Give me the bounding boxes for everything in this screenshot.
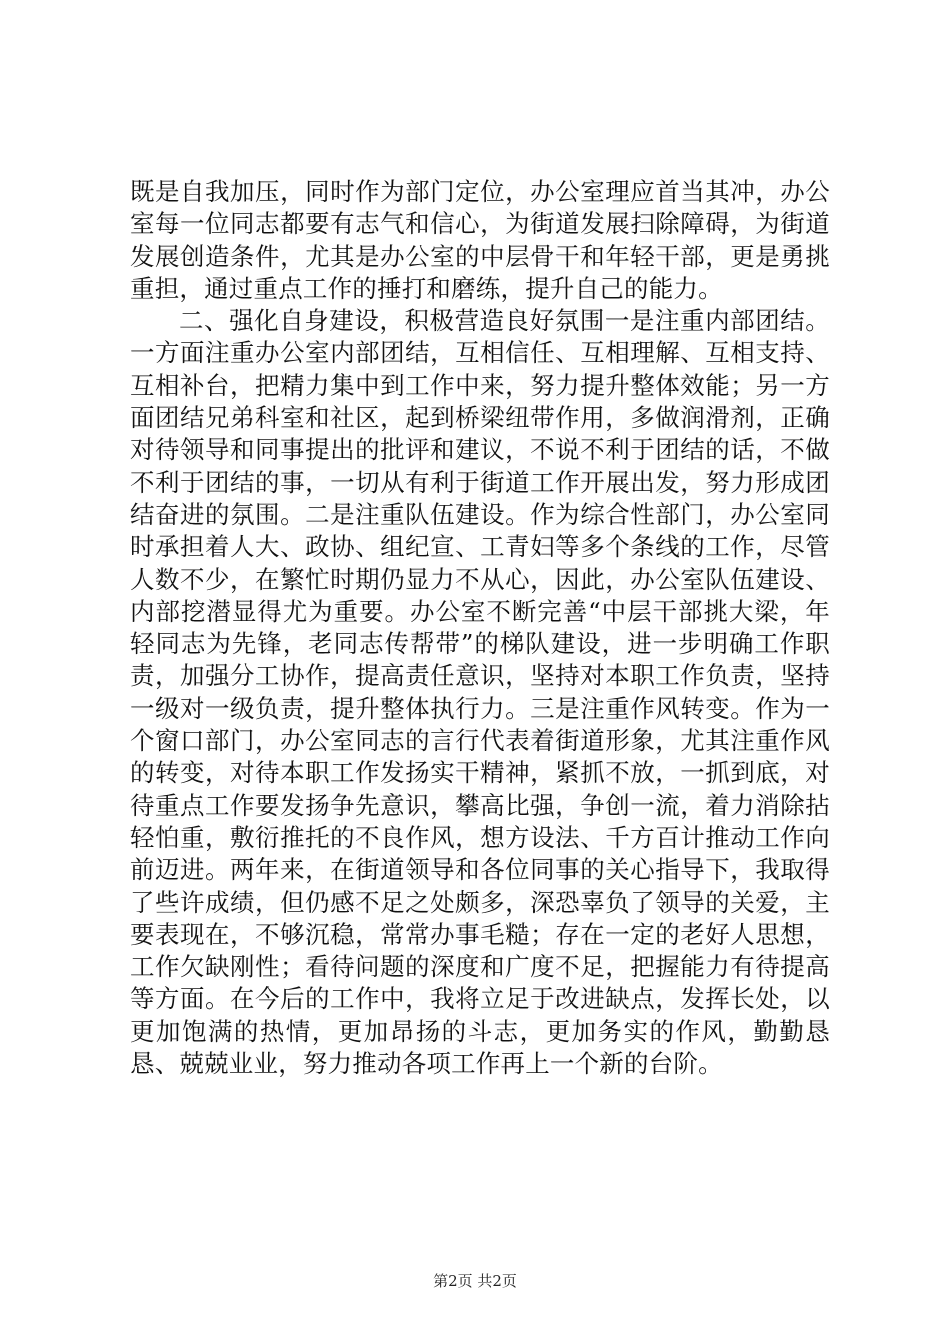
page-number-footer: 第2页 共2页 — [433, 1272, 517, 1290]
paragraph-section-two: 二、强化自身建设，积极营造良好氛围一是注重内部团结。一方面注重办公室内部团结，互相信任、互相理解、互相支持、互相补台，把精力集中到工作中来，努力提升整体效能；另一方面团结兄弟科室和社区，起到桥梁纽带作用，多做润滑剂，正确对待领导和同事提出的批评和建议，不说不利于团结的话，不做不利于团结的事，一切从有利于街道工作开展出发，努力形成团结奋进的氛围。二是注重队伍建设。作为综合性部门，办公室同时承担着人大、政协、组纪宣、工青妇等多个条线的工作，尽管人数不少，在繁忙时期仍显力不从心，因此，办公室队伍建设、内部挖潜显得尤为重要。办公室不断完善“中层干部挑大梁，年轻同志为先锋，老同志传帮带”的梯队建设，进一步明确工作职责，加强分工协作，提高责任意识，坚持对本职工作负责，坚持一级对一级负责，提升整体执行力。三是注重作风转变。作为一个窗口部门，办公室同志的言行代表着街道形象，尤其注重作风的转变，对待本职工作发扬实干精神，紧抓不放，一抓到底，对待重点工作要发扬争先意识，攀高比强，争创一流，着力消除拈轻怕重，敷衍推托的不良作风，想方设法、千方百计推动工作向前迈进。两年来，在街道领导和各位同事的关心指导下，我取得了些许成绩，但仍感不足之处颇多，深恐辜负了领导的关爱，主要表现在，不够沉稳，常常办事毛糙；存在一定的老好人思想，工作欠缺刚性；看待问题的深度和广度不足，把握能力有待提高等方面。在今后的工作中，我将立足于改进缺点，发挥长处，以更加饱满的热情，更加昂扬的斗志，更加务实的作风，勤勤恳恳、兢兢业业，努力推动各项工作再上一个新的台阶。 — [130, 306, 830, 1079]
paragraph-continuation: 既是自我加压，同时作为部门定位，办公室理应首当其冲，办公室每一位同志都要有志气和信心，为街道发展扫除障碍，为街道发展创造条件，尤其是办公室的中层骨干和年轻干部，更是勇挑重担，通过重点工作的捶打和磨练，提升自己的能力。 — [130, 177, 830, 303]
document-body — [130, 176, 830, 1080]
